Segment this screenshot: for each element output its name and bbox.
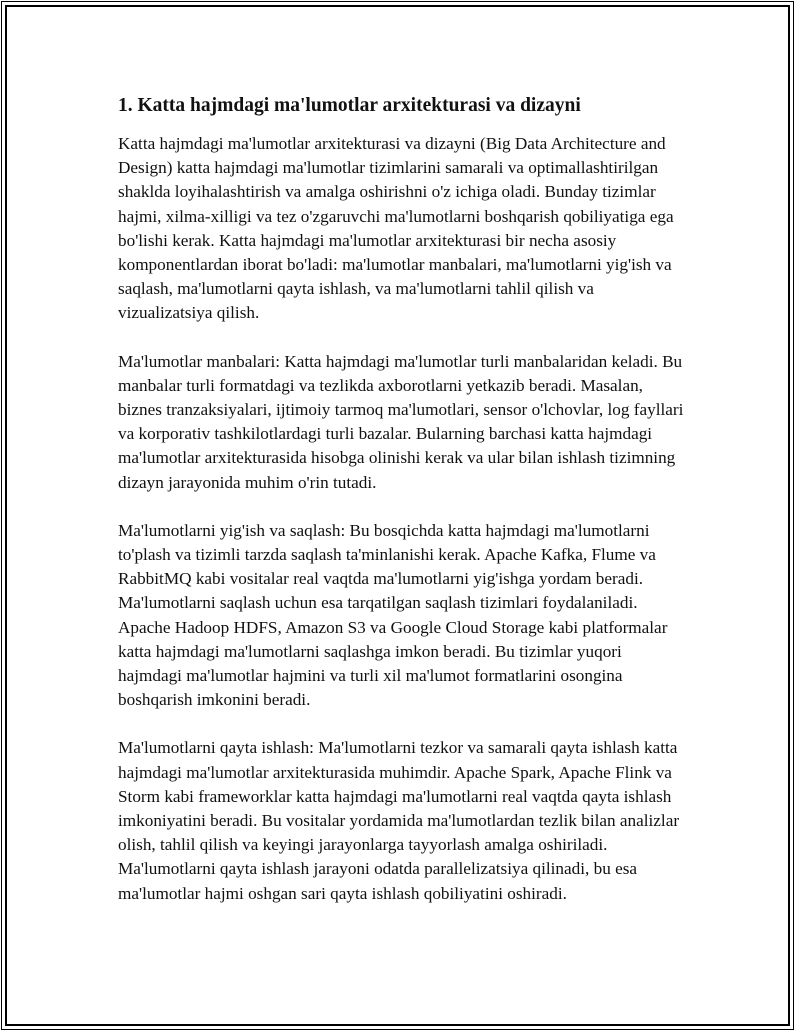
section-heading: 1. Katta hajmdagi ma'lumotlar arxitekturasi va dizayni <box>118 95 581 116</box>
paragraph-data-sources: Ma'lumotlar manbalari: Katta hajmdagi ma'lumotlar turli manbalaridan keladi. Bu manbalar turli formatdagi va tezlikda axborotlarni yetkazib beradi. Masalan, biznes tranzaksiyalari, ijtimoiy tarmoq ma'lumotlari, sensor o'lchovlar, log fayllari va korporativ tashkilotlardagi turli bazalar. Bularning barchasi katta hajmdagi ma'lumotlar arxitekturasida hisobga olinishi kerak va ular bilan ishlash tizimning dizayn jarayonida muhim o'rin tutadi. <box>118 351 684 492</box>
document-body <box>118 92 688 930</box>
paragraph-intro: Katta hajmdagi ma'lumotlar arxitekturasi va dizayni (Big Data Architecture and Design) katta hajmdagi ma'lumotlar tizimlarini samarali va optimallashtirilgan shaklda loyihalashtirish va amalga oshirishni o'z ichiga oladi. Bunday tizimlar hajmi, xilma-xilligi va tez o'zgaruvchi ma'lumotlarni boshqarish qobiliyatiga ega bo'lishi kerak. Katta hajmdagi ma'lumotlar arxitekturasi bir necha asosiy komponentlardan iborat bo'ladi: ma'lumotlar manbalari, ma'lumotlarni yig'ish va saqlash, ma'lumotlarni qayta ishlash, va ma'lumotlarni tahlil qilish va vizualizatsiya qilish. <box>118 134 674 323</box>
paragraph-collection-storage: Ma'lumotlarni yig'ish va saqlash: Bu bosqichda katta hajmdagi ma'lumotlarni to'plash va tizimli tarzda saqlash ta'minlanishi kerak. Apache Kafka, Flume va RabbitMQ kabi vositalar real vaqtda ma'lumotlarni yig'ishga yordam beradi. Ma'lumotlarni saqlash uchun esa tarqatilgan saqlash tizimlari foydalaniladi. Apache Hadoop HDFS, Amazon S3 va Google Cloud Storage kabi platformalar katta hajmdagi ma'lumotlarni saqlashga imkon beradi. Bu tizimlar yuqori hajmdagi ma'lumotlar hajmini va turli xil ma'lumot formatlarini osongina boshqarish imkonini beradi. <box>118 520 668 710</box>
paragraph-processing: Ma'lumotlarni qayta ishlash: Ma'lumotlarni tezkor va samarali qayta ishlash katta hajmdagi ma'lumotlar arxitekturasida muhimdir. Apache Spark, Apache Flink va Storm kabi frameworklar katta hajmdagi ma'lumotlarni real vaqtda qayta ishlash imkoniyatini beradi. Bu vositalar yordamida ma'lumotlardan tezlik bilan analizlar olish, tahlil qilish va keyingi jarayonlarga tayyorlash amalga oshiriladi. Ma'lumotlarni qayta ishlash jarayoni odatda parallelizatsiya qilinadi, bu esa ma'lumotlar hajmi oshgan sari qayta ishlash qobiliyatini oshiradi. <box>118 738 680 903</box>
